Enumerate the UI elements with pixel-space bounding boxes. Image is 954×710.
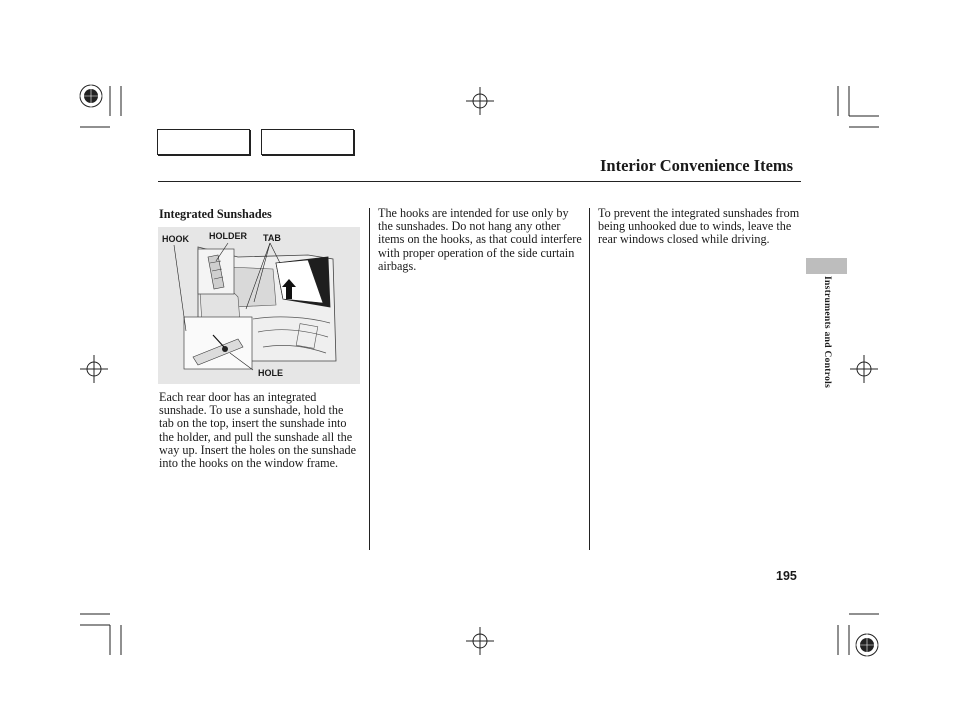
- column-divider-2: [589, 208, 590, 550]
- figure-label-holder: HOLDER: [209, 231, 247, 241]
- figure-label-hook: HOOK: [162, 234, 189, 244]
- figure-label-tab: TAB: [263, 233, 281, 243]
- page-number: 195: [776, 569, 797, 583]
- registration-mark-bottom-right: [854, 632, 880, 658]
- subheading: Integrated Sunshades: [159, 207, 272, 221]
- crosshair-mark-right: [850, 355, 878, 383]
- crosshair-mark-top: [466, 87, 494, 115]
- crop-mark-top-right: [838, 86, 879, 127]
- sunshade-illustration: [158, 227, 360, 384]
- left-column-body: Each rear door has an integrated sunshade. To use a sunshade, hold the tab on the top, insert the sunshade into the holder, and pull the sunshade all the way up. Insert the holes on the sunshade into the hooks on the window frame.: [159, 390, 356, 471]
- right-column-body: To prevent the integrated sunshades from being unhooked due to winds, leave the rear windows closed while driving.: [598, 206, 800, 247]
- sunshade-drawing: [158, 227, 360, 384]
- crosshair-mark-left: [80, 355, 108, 383]
- middle-column-body: The hooks are intended for use only by the sunshades. Do not hang any other items on the hooks, as that could interfere with proper operation of the side curtain airbags.: [378, 206, 582, 273]
- side-tab-label: Instruments and Controls: [822, 276, 832, 389]
- nav-box-left[interactable]: [157, 129, 250, 155]
- crop-mark-bottom-right: [838, 614, 879, 655]
- column-divider-1: [369, 208, 370, 550]
- crosshair-mark-bottom: [466, 627, 494, 655]
- registration-mark-top-left: [78, 83, 104, 109]
- section-title: Interior Convenience Items: [600, 156, 794, 175]
- header-rule: [158, 181, 801, 182]
- crop-mark-bottom-left: [80, 614, 121, 655]
- section-side-tab[interactable]: [806, 258, 847, 274]
- nav-box-right[interactable]: [261, 129, 354, 155]
- figure-label-hole: HOLE: [258, 368, 284, 378]
